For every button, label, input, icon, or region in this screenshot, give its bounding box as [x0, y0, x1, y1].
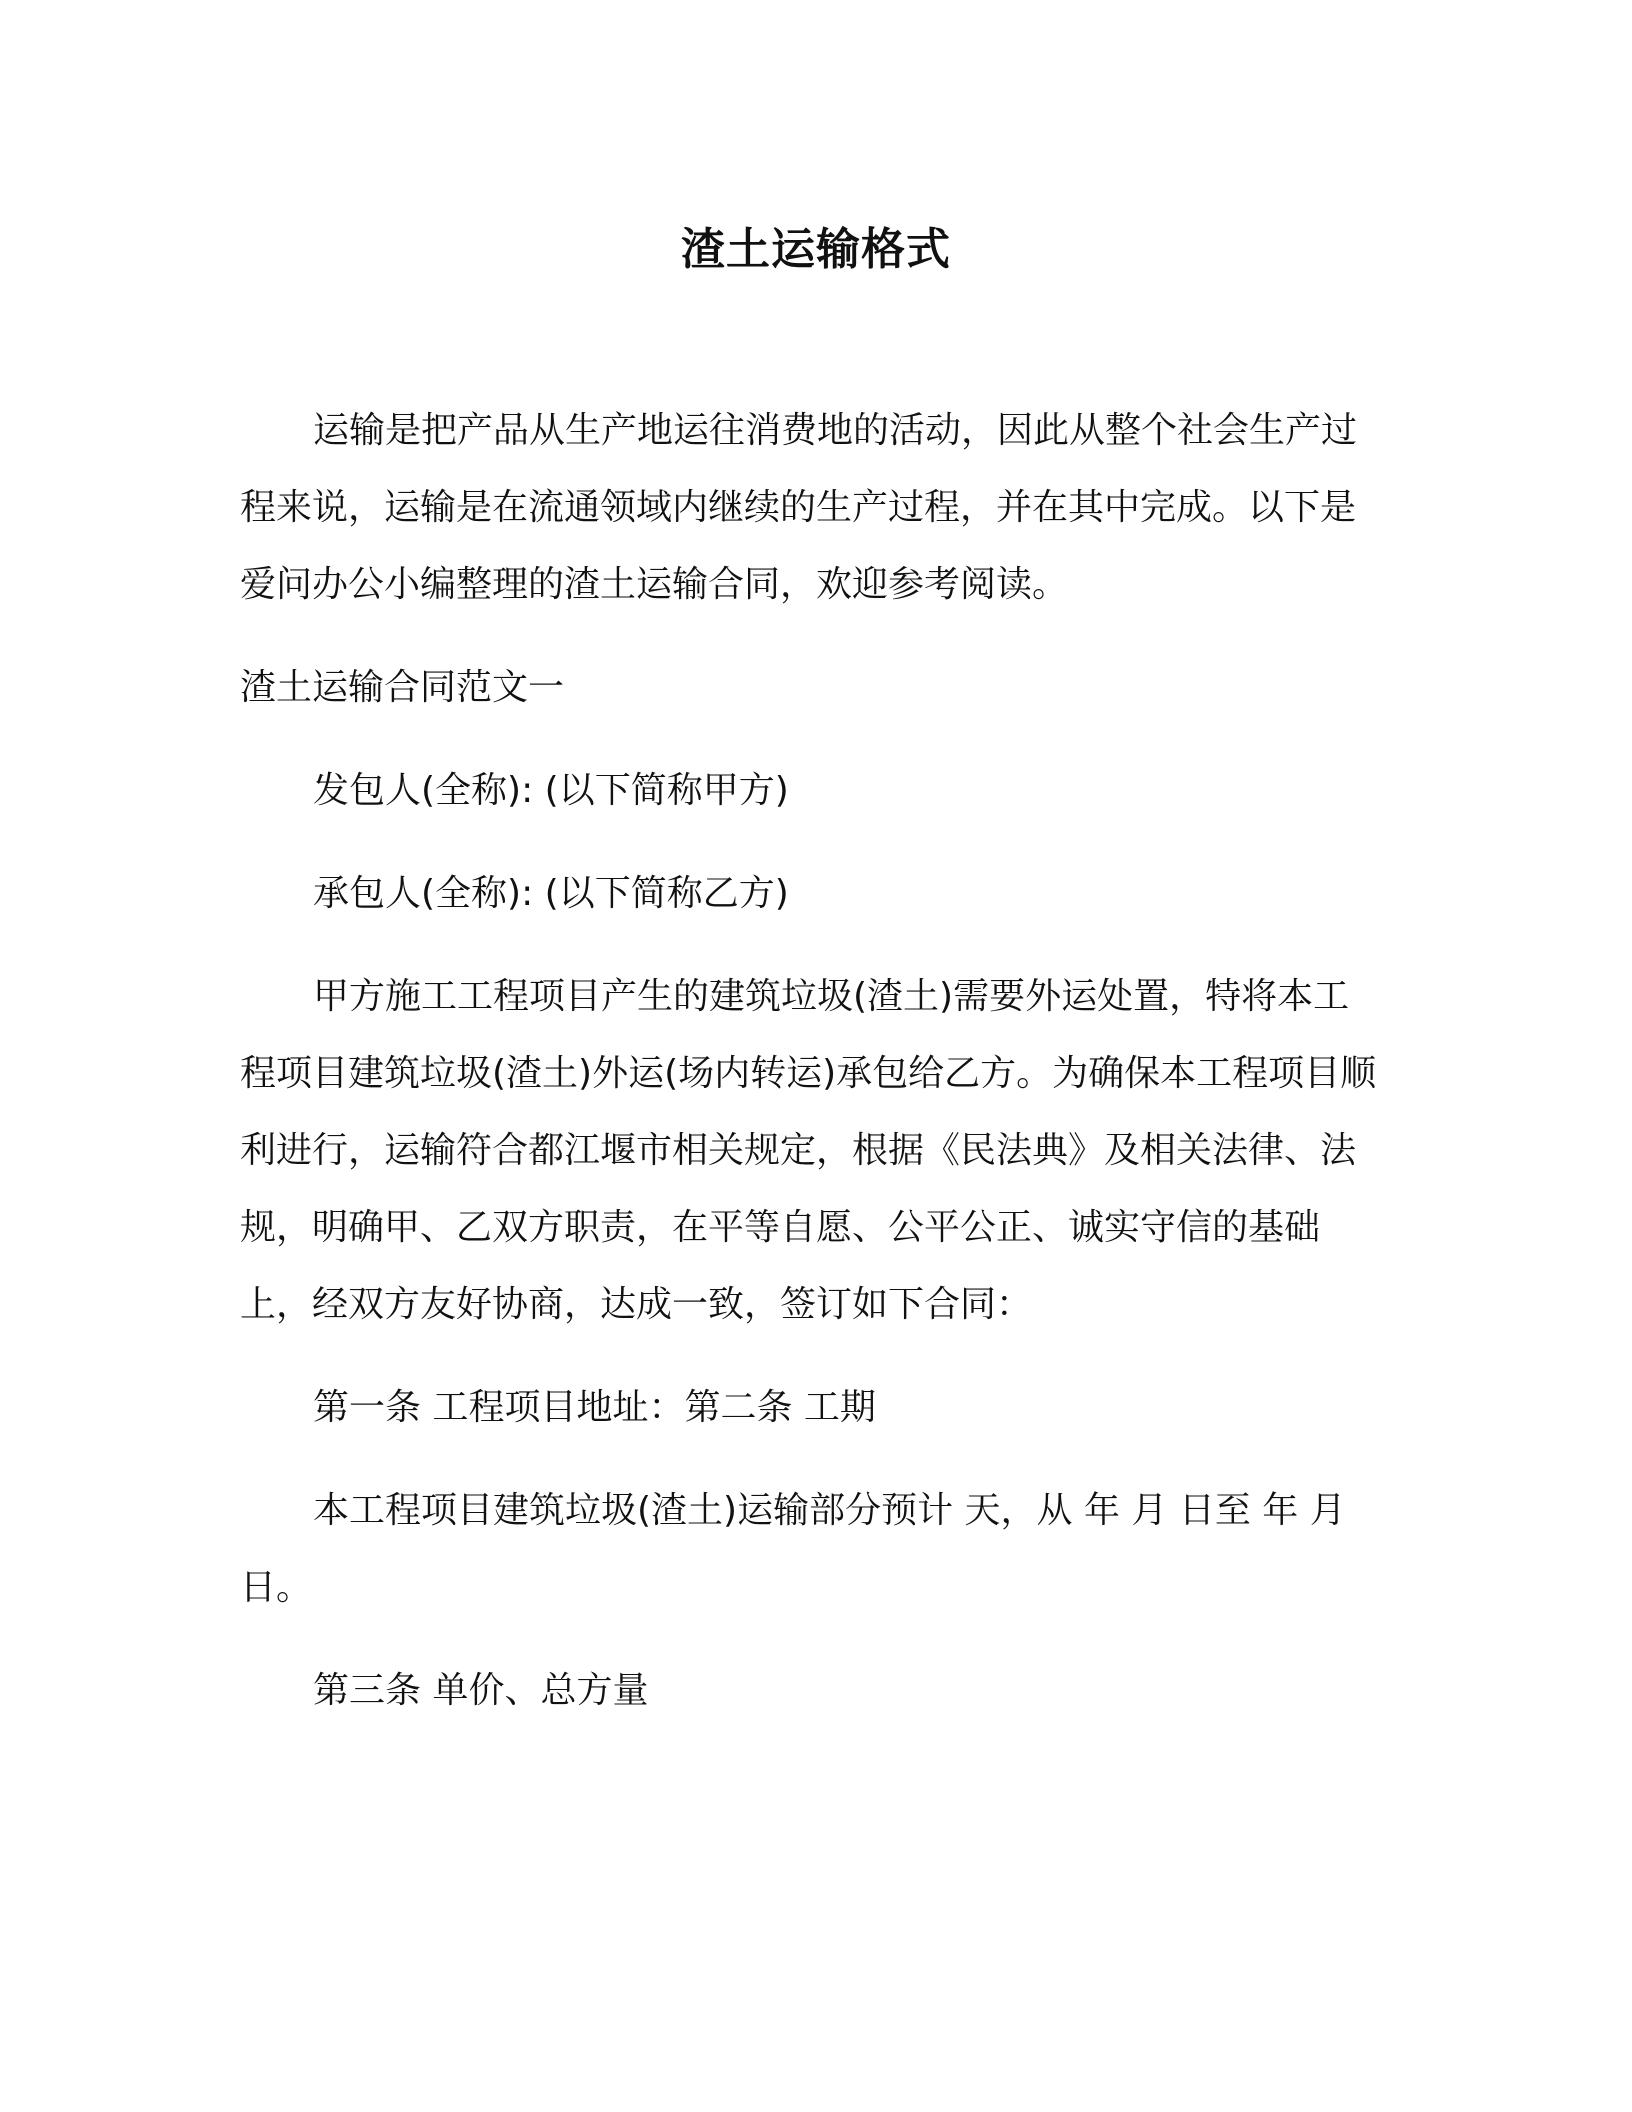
schedule-paragraph: 本工程项目建筑垃圾(渣土)运输部分预计 天，从 年 月 日至 年 月 日。 [240, 1490, 1346, 1608]
document-body [240, 392, 1380, 1755]
article-3: 第三条 单价、总方量 [313, 1670, 649, 1711]
section-heading: 渣土运输合同范文一 [240, 667, 565, 708]
document-title: 渣土运输格式 [681, 224, 951, 275]
employer-line: 发包人(全称): (以下简称甲方) [313, 770, 789, 811]
intro-paragraph: 运输是把产品从生产地运往消费地的活动，因此从整个社会生产过程来说，运输是在流通领域内继续的生产过程，并在其中完成。以下是爱问办公小编整理的渣土运输合同，欢迎参考阅读。 [240, 410, 1358, 605]
article-1-2: 第一条 工程项目地址：第二条 工期 [313, 1387, 876, 1428]
contract-preamble: 甲方施工工程项目产生的建筑垃圾(渣土)需要外运处置，特将本工程项目建筑垃圾(渣土)外运(场内转运)承包给乙方。为确保本工程项目顺利进行，运输符合都江堰市相关规定，根据《民法典》及相关法律、法规，明确甲、乙双方职责，在平等自愿、公平公正、诚实守信的基础上，经双方友好协商，达成一致，签订如下合同： [240, 976, 1377, 1325]
contractor-line: 承包人(全称): (以下简称乙方) [313, 873, 789, 914]
